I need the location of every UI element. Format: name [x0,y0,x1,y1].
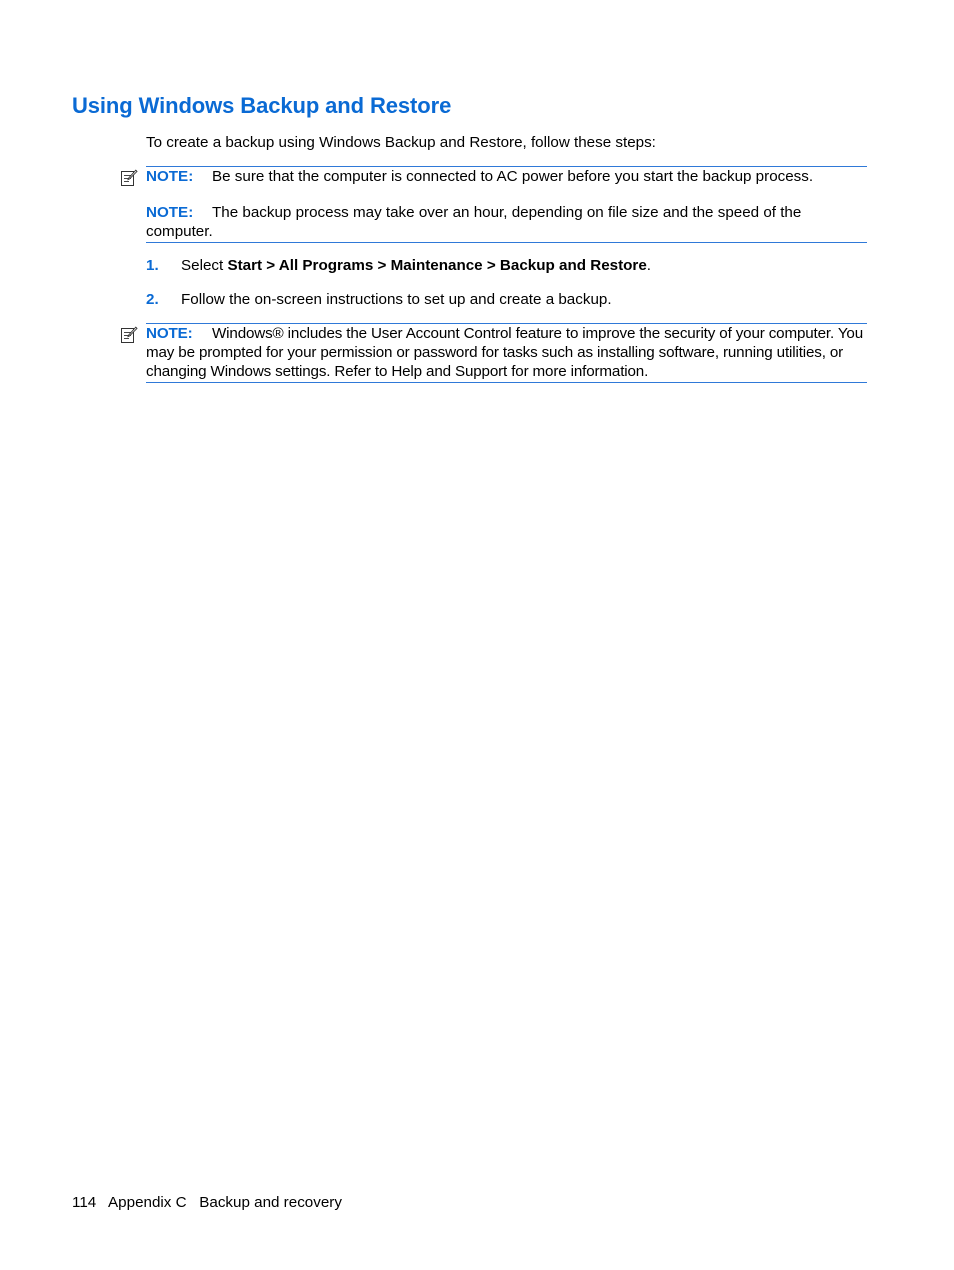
intro-text: To create a backup using Windows Backup and Restore, follow these steps: [146,134,656,151]
note-icon [120,169,138,187]
step-text: Follow the on-screen instructions to set up and create a backup. [181,291,612,308]
note-label: NOTE: [146,204,194,221]
note-text: The backup process may take over an hour, depending on file size and the speed of the computer. [146,204,802,240]
note-text: Be sure that the computer is connected to AC power before you start the backup process. [212,168,814,185]
page-footer [72,1193,342,1212]
note-label: NOTE: [146,168,194,185]
note-bottom-rule [146,242,867,243]
footer-appendix: Appendix C [108,1194,187,1211]
page-heading: Using Windows Backup and Restore [72,93,452,118]
note-text: Windows® includes the User Account Control feature to improve the security of your computer. You may be prompted for your permission or password for tasks such as installing software, running utilities, or changing Windows settings. Refer to Help and Support for more information. [146,325,864,380]
step-number: 2. [146,291,159,308]
note-icon [120,326,138,344]
step-text: Select Start > All Programs > Maintenance > Backup and Restore. [181,257,652,274]
page-number: 114 [72,1194,97,1211]
footer-section: Backup and recovery [199,1194,342,1211]
note-backup-power [146,167,867,186]
note-bottom-rule [146,382,867,383]
note-backup-duration [146,203,867,241]
note-user-account-control [146,324,867,381]
step-number: 1. [146,257,159,274]
menu-path: Start > All Programs > Maintenance > Backup and Restore [227,257,647,274]
note-label: NOTE: [146,325,193,342]
